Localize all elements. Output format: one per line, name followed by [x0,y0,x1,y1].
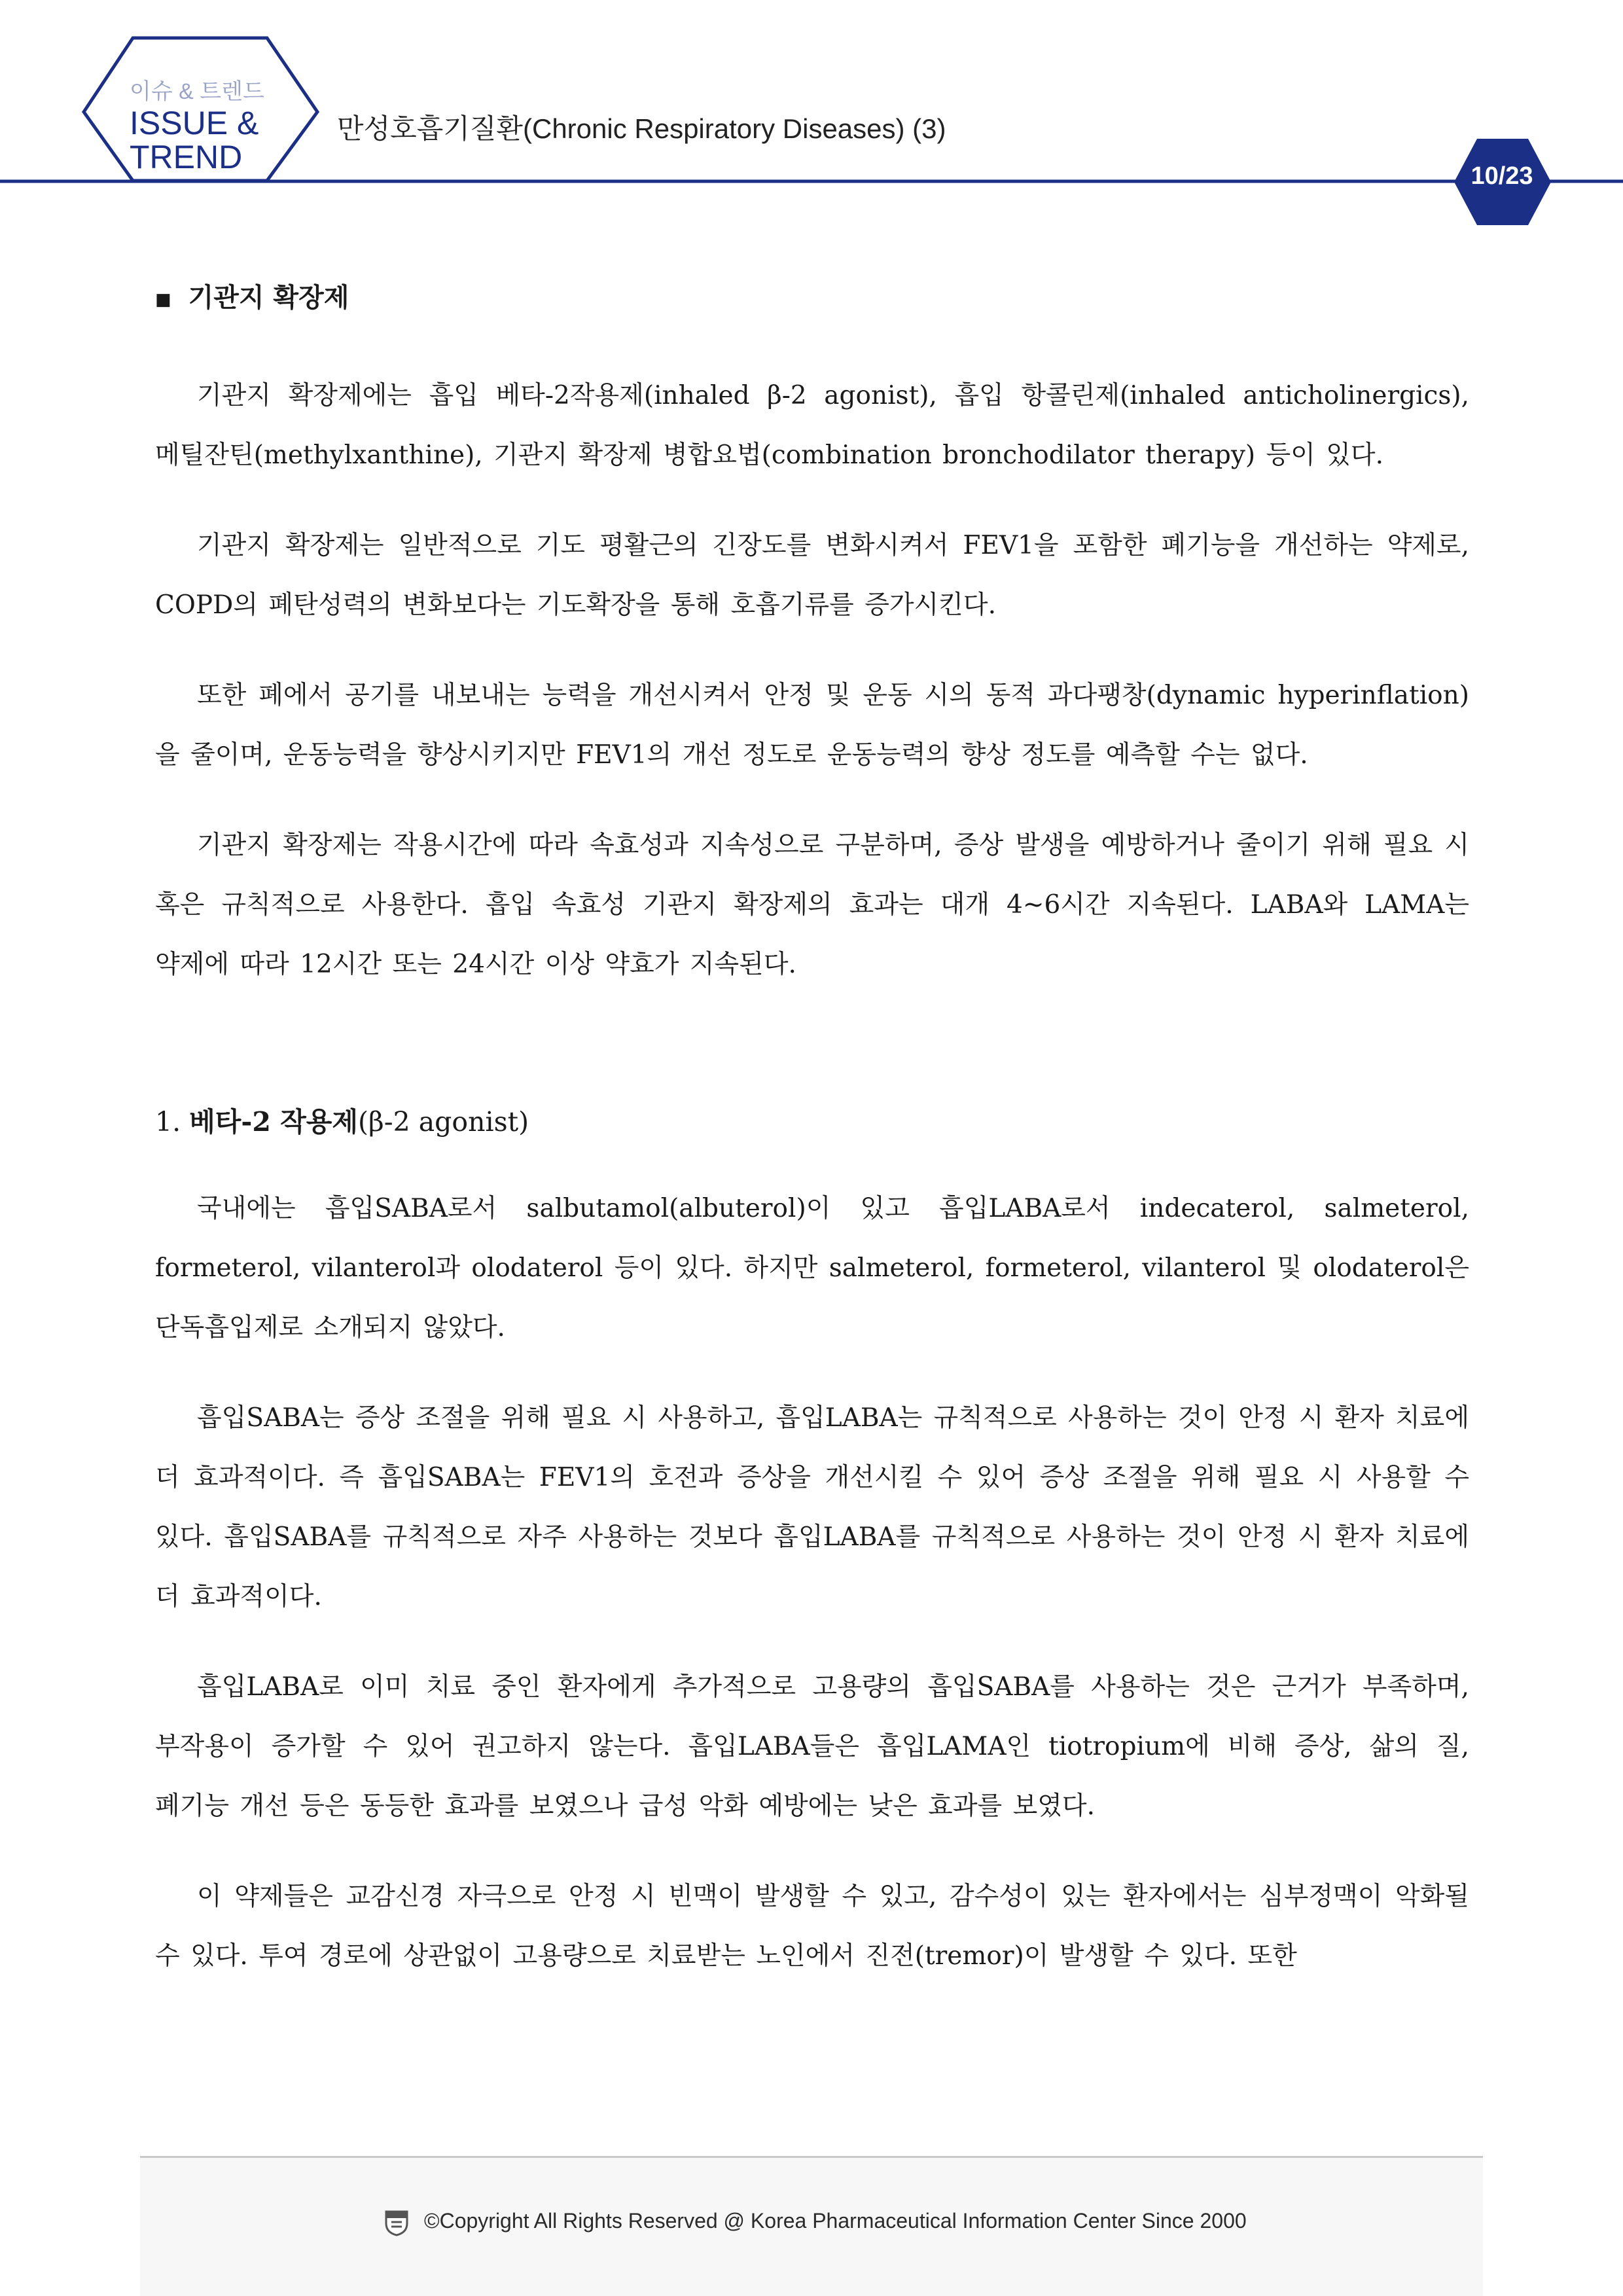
section-title-korean: 베타-2 작용제 [189,1106,359,1138]
paragraph: 흡입LABA로 이미 치료 중인 환자에게 추가적으로 고용량의 흡입SABA를 사용하는 것은 근거가 부족하며, 부작용이 증가할 수 있어 권고하지 않는다. 흡입LABA들은 흡입LAMA인 tiotropium에 비해 증상, 삶의 질, 폐기능 개선 등은 동등한 효과를 보였으나 급성 악화 예방에는 낮은 효과를 보였다. [155,1672,1469,1821]
page-number: 10/23 [1471,162,1533,190]
document-title: 만성호흡기질환(Chronic Respiratory Diseases) (3) [337,113,946,144]
logo-line-2: TREND [130,139,243,175]
paragraph: 기관지 확장제는 일반적으로 기도 평활근의 긴장도를 변화시켜서 FEV1을 포함한 폐기능을 개선하는 약제로, COPD의 폐탄성력의 변화보다는 기도확장을 통해 호흡기류를 증가시킨다. [155,531,1469,620]
subheading [155,275,1469,323]
logo-korean-label: 이슈 & 트렌드 [130,79,264,104]
square-bullet-icon: ■ [155,290,171,310]
emblem-icon [383,2209,410,2236]
section-heading [155,1099,1469,1145]
logo-text [130,106,259,174]
paragraph: 기관지 확장제에는 흡입 베타-2작용제(inhaled β-2 agonist), 흡입 항콜린제(inhaled anticholinergics), 메틸잔틴(methylxanthine), 기관지 확장제 병합요법(combination bronchodilator therapy) 등이 있다. [155,381,1469,470]
logo-line-1: ISSUE & [130,105,259,141]
main-content [155,275,1469,2017]
paragraph: 흡입SABA는 증상 조절을 위해 필요 시 사용하고, 흡입LABA는 규칙적으로 사용하는 것이 안정 시 환자 치료에 더 효과적이다. 즉 흡입SABA는 FEV1의 호전과 증상을 개선시킬 수 있어 증상 조절을 위해 필요 시 사용할 수 있다. 흡입SABA를 규칙적으로 자주 사용하는 것보다 흡입LABA를 규칙적으로 사용하는 것이 안정 시 환자 치료에 더 효과적이다. [155,1403,1469,1611]
paragraph: 또한 폐에서 공기를 내보내는 능력을 개선시켜서 안정 및 운동 시의 동적 과다팽창(dynamic hyperinflation)을 줄이며, 운동능력을 향상시키지만 FEV1의 개선 정도로 운동능력의 향상 정도를 예측할 수는 없다. [155,681,1469,770]
section-number: 1. [155,1106,181,1138]
paragraph: 기관지 확장제는 작용시간에 따라 속효성과 지속성으로 구분하며, 증상 발생을 예방하거나 줄이기 위해 필요 시 혹은 규칙적으로 사용한다. 흡입 속효성 기관지 확장제의 효과는 대개 4~6시간 지속된다. LABA와 LAMA는 약제에 따라 12시간 또는 24시간 이상 약효가 지속된다. [155,831,1469,979]
section-title-english: (β-2 agonist) [358,1106,529,1138]
paragraph: 이 약제들은 교감신경 자극으로 안정 시 빈맥이 발생할 수 있고, 감수성이 있는 환자에서는 심부정맥이 악화될 수 있다. 투여 경로에 상관없이 고용량으로 치료받는 노인에서 진전(tremor)이 발생할 수 있다. 또한 [155,1882,1469,1971]
copyright-notice: ©Copyright All Rights Reserved @ Korea Pharmaceutical Information Center Since 2000 [424,2209,1247,2233]
paragraph: 국내에는 흡입SABA로서 salbutamol(albuterol)이 있고 흡입LABA로서 indecaterol, salmeterol, formeterol, vilanterol과 olodaterol 등이 있다. 하지만 salmeterol, formeterol, vilanterol 및 olodaterol은 단독흡입제로 소개되지 않았다. [155,1194,1469,1342]
subheading-text: 기관지 확장제 [188,282,349,313]
